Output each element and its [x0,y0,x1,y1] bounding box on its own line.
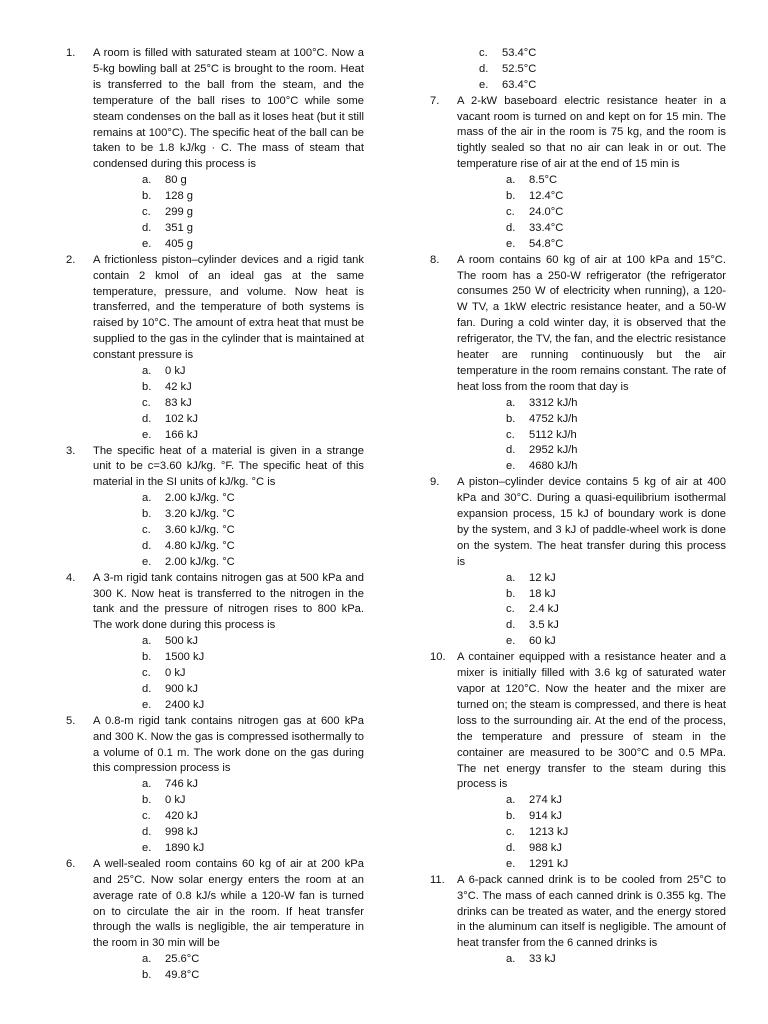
option-letter: d. [142,412,152,425]
option-text: 18 kJ [529,587,556,600]
option-text: 63.4°C [502,78,537,91]
option-letter: e. [479,78,489,91]
question-11 [430,873,726,968]
answer-option [93,364,364,380]
question-10 [430,650,726,873]
option-text: 3.60 kJ/kg. °C [165,524,235,536]
option-letter: c. [506,428,515,441]
question-5 [66,714,364,857]
question-number: 8. [430,253,440,266]
option-text: 2952 kJ/h [529,444,578,457]
answer-option [457,841,726,857]
option-text: 33.4°C [529,221,564,234]
continued-options [430,46,726,94]
option-letter: b. [142,969,152,982]
question-number: 2. [66,253,76,266]
option-text: 1500 kJ [165,651,205,664]
option-letter: a. [142,778,152,791]
option-text: 988 kJ [529,841,562,854]
option-text: 1291 kJ [529,857,569,870]
option-text: 746 kJ [165,778,198,791]
option-text: 128 g [165,190,193,203]
option-letter: d. [142,221,152,234]
answer-option [93,666,364,682]
option-letter: e. [506,857,516,870]
option-text: 900 kJ [165,682,198,695]
option-letter: b. [506,587,516,600]
answer-option [457,571,726,587]
options-list [457,952,726,968]
option-letter: a. [142,365,152,378]
option-text: 12 kJ [529,571,556,584]
answer-option [457,412,726,428]
option-letter: a. [506,953,516,966]
option-letter: a. [142,492,152,505]
answer-option [93,507,364,523]
question-text: A container equipped with a resistance heater and a mixer is initially filled with 3.6 kg of saturated water vapor at 120°C. Now the heater and the mixer are turned on; the steam is compressed, and there is heat loss to the surrounding air. At the end of the process, the temperature and pressure of steam in the container are measured to be 300°C and 0.5 MPa. The net energy transfer to the steam during this process is [457,651,726,791]
options-list [457,173,726,252]
option-letter: a. [142,174,152,187]
option-letter: d. [142,826,152,839]
option-letter: d. [506,619,516,632]
option-letter: b. [142,190,152,203]
answer-option [457,587,726,603]
answer-option [93,380,364,396]
question-number: 11. [430,873,445,886]
question-text: A 3-m rigid tank contains nitrogen gas at 500 kPa and 300 K. Now heat is transferred to the nitrogen in the tank and the pressure of nitrogen rises to 800 kPa. The work done during this process is [93,571,364,632]
option-text: 914 kJ [529,810,562,823]
options-list [93,777,364,856]
answer-option [457,428,726,444]
option-text: 0 kJ [165,667,186,680]
options-list [457,793,726,872]
answer-option [93,412,364,428]
option-letter: e. [142,841,152,854]
answer-option [457,443,726,459]
option-text: 8.5°C [529,174,558,187]
question-text: A room is filled with saturated steam at 100°C. Now a 5-kg bowling ball at 25°C is brought to the room. Heat is transferred to the ball from the steam, and the temperature of the ball rises to 100°C while some steam condenses on the ball as it loses heat (but it still remains at 100°C). The specific heat of the ball can be taken to be 1.8 kJ/kg · C. The mass of steam that condensed during this process is [93,47,364,171]
answer-option [457,602,726,618]
option-letter: d. [506,444,516,457]
options-list [93,491,364,570]
answer-option [93,698,364,714]
answer-option [93,793,364,809]
options-list [457,396,726,475]
option-letter: b. [506,412,516,425]
question-text: A room contains 60 kg of air at 100 kPa and 15°C. The room has a 250-W refrigerator (the refrigerator consumes 250 W of electricity when running), a 120-W TV, a 1kW electric resistance heater, and a 50-W fan. During a cold winter day, it is observed that the refrigerator, the TV, the fan, and the electric resistance heater are running continuously but the air temperature in the room remains constant. The rate of heat loss from the room that day is [457,253,726,393]
option-letter: e. [142,237,152,250]
option-text: 500 kJ [165,635,198,648]
question-text: A 0.8-m rigid tank contains nitrogen gas at 600 kPa and 300 K. Now the gas is compressed isothermally to a volume of 0.1 m. The work done on the gas during this compression process is [93,714,364,775]
question-number: 1. [66,47,76,59]
option-text: 60 kJ [529,635,556,648]
option-letter: e. [506,460,516,473]
option-letter: e. [506,237,516,250]
option-text: 54.8°C [529,237,564,250]
answer-option [457,634,726,650]
option-text: 2.00 kJ/kg. °C [165,555,235,568]
option-letter: d. [142,682,152,695]
option-text: 2.4 kJ [529,603,559,616]
right-column [430,46,726,968]
option-letter: c. [142,396,151,409]
answer-option [430,62,726,78]
option-letter: b. [142,380,152,393]
option-text: 1213 kJ [529,826,569,839]
answer-option [457,618,726,634]
question-7 [430,94,726,253]
option-text: 42 kJ [165,380,192,393]
answer-option [457,396,726,412]
option-letter: d. [506,841,516,854]
option-text: 3.5 kJ [529,619,559,632]
option-text: 0 kJ [165,794,186,807]
answer-option [93,825,364,841]
left-column [66,46,364,984]
answer-option [93,428,364,444]
option-text: 4680 kJ/h [529,460,578,473]
question-number: 3. [66,444,76,457]
option-letter: e. [142,698,152,711]
answer-option [457,237,726,253]
option-letter: a. [506,174,516,187]
answer-option [93,952,364,968]
question-text: A piston–cylinder device contains 5 kg of air at 400 kPa and 30°C. During a quasi-equilibrium isothermal expansion process, 15 kJ of boundary work is done by the system, and 3 kJ of paddle-wheel work is done on the system. The heat transfer during this process is [457,476,726,568]
option-letter: a. [506,571,516,584]
question-text: A frictionless piston–cylinder devices and a rigid tank contain 2 kmol of an ideal gas at the same temperature, pressure, and volume. Now heat is transferred, and the temperature of both systems is raised by 10°C. The amount of extra heat that must be supplied to the gas in the cylinder that is maintained at constant pressure is [93,253,364,362]
option-letter: b. [142,508,152,521]
option-letter: d. [479,62,489,75]
option-text: 53.4°C [502,47,537,59]
option-text: 3.20 kJ/kg. °C [165,508,235,521]
answer-option [93,396,364,412]
answer-option [430,46,726,62]
option-letter: b. [506,190,516,203]
option-text: 351 g [165,221,193,234]
answer-option [93,650,364,666]
answer-option [93,682,364,698]
answer-option [457,825,726,841]
options-list [93,634,364,713]
question-text: The specific heat of a material is given in a strange unit to be c=3.60 kJ/kg. °F. The specific heat of this material in the SI units of kJ/kg. °C is [93,444,364,489]
option-text: 5112 kJ/h [529,428,577,441]
answer-option [457,189,726,205]
answer-option [93,523,364,539]
options-list [93,952,364,984]
option-text: 24.0°C [529,205,564,218]
answer-option [93,809,364,825]
answer-option [93,634,364,650]
option-text: 299 g [165,206,193,219]
option-letter: c. [142,810,151,823]
option-text: 49.8°C [165,969,200,982]
option-letter: d. [506,221,516,234]
option-text: 25.6°C [165,953,200,966]
question-1 [66,46,364,253]
option-text: 0 kJ [165,365,186,378]
question-3 [66,444,364,571]
answer-option [93,777,364,793]
question-6 [66,857,364,984]
option-letter: a. [506,396,516,409]
option-letter: c. [142,206,151,219]
option-letter: d. [142,539,152,552]
option-text: 420 kJ [165,810,198,823]
question-2 [66,253,364,444]
option-letter: a. [142,953,152,966]
option-text: 12.4°C [529,190,564,203]
option-letter: a. [142,635,152,648]
option-text: 2400 kJ [165,698,205,711]
answer-option [93,491,364,507]
option-text: 52.5°C [502,62,537,75]
option-text: 4.80 kJ/kg. °C [165,539,235,552]
answer-option [93,841,364,857]
option-letter: a. [506,794,516,807]
answer-option [457,809,726,825]
answer-option [457,857,726,873]
question-text: A 2-kW baseboard electric resistance heater in a vacant room is turned on and kept on for 15 min. The mass of the air in the room is 75 kg, and the room is tightly sealed so that no air can leak in or out. The temperature rise of air at the end of 15 min is [457,94,726,171]
option-text: 405 g [165,237,193,250]
answer-option [457,793,726,809]
answer-option [93,539,364,555]
question-4 [66,571,364,714]
option-letter: e. [506,635,516,648]
option-text: 998 kJ [165,826,198,839]
question-number: 5. [66,714,76,727]
option-text: 1890 kJ [165,841,205,854]
options-list [93,173,364,252]
option-letter: b. [142,794,152,807]
option-letter: c. [506,826,515,839]
question-text: A 6-pack canned drink is to be cooled from 25°C to 3°C. The mass of each canned drink is 0.355 kg. The drinks can be treated as water, and the energy stored in the aluminum can itself is negligible. The amount of heat transfer from the 6 canned drinks is [457,873,726,950]
option-letter: b. [506,810,516,823]
options-list [93,364,364,443]
answer-option [457,173,726,189]
answer-option [93,205,364,221]
option-letter: e. [142,428,152,441]
answer-option [93,173,364,189]
option-letter: c. [142,524,151,536]
question-8 [430,253,726,476]
option-text: 4752 kJ/h [529,412,578,425]
answer-option [93,221,364,237]
answer-option [93,555,364,571]
answer-option [457,205,726,221]
option-text: 80 g [165,174,187,187]
question-number: 7. [430,94,440,107]
option-text: 2.00 kJ/kg. °C [165,492,235,505]
option-text: 3312 kJ/h [529,396,578,409]
option-letter: c. [506,205,515,218]
option-text: 83 kJ [165,396,192,409]
options-list [457,571,726,650]
option-letter: b. [142,651,152,664]
answer-option [457,459,726,475]
question-text: A well-sealed room contains 60 kg of air at 200 kPa and 25°C. Now solar energy enters the room at an average rate of 0.8 kJ/s while a 120-W fan is turned on to circulate the air in the room. If heat transfer through the walls is negligible, the air temperature in the room in 30 min will be [93,857,364,950]
question-number: 4. [66,571,76,584]
question-number: 10. [430,651,446,664]
question-number: 6. [66,857,76,870]
option-letter: c. [479,47,488,59]
option-letter: c. [142,667,151,680]
option-text: 274 kJ [529,794,562,807]
answer-option [93,237,364,253]
option-letter: e. [142,555,152,568]
option-text: 166 kJ [165,428,198,441]
answer-option [457,952,726,968]
answer-option [430,78,726,94]
question-9 [430,475,726,650]
question-number: 9. [430,476,440,489]
answer-option [93,189,364,205]
answer-option [457,221,726,237]
answer-option [93,968,364,984]
option-text: 102 kJ [165,412,198,425]
option-text: 33 kJ [529,953,556,966]
option-letter: c. [506,603,515,616]
